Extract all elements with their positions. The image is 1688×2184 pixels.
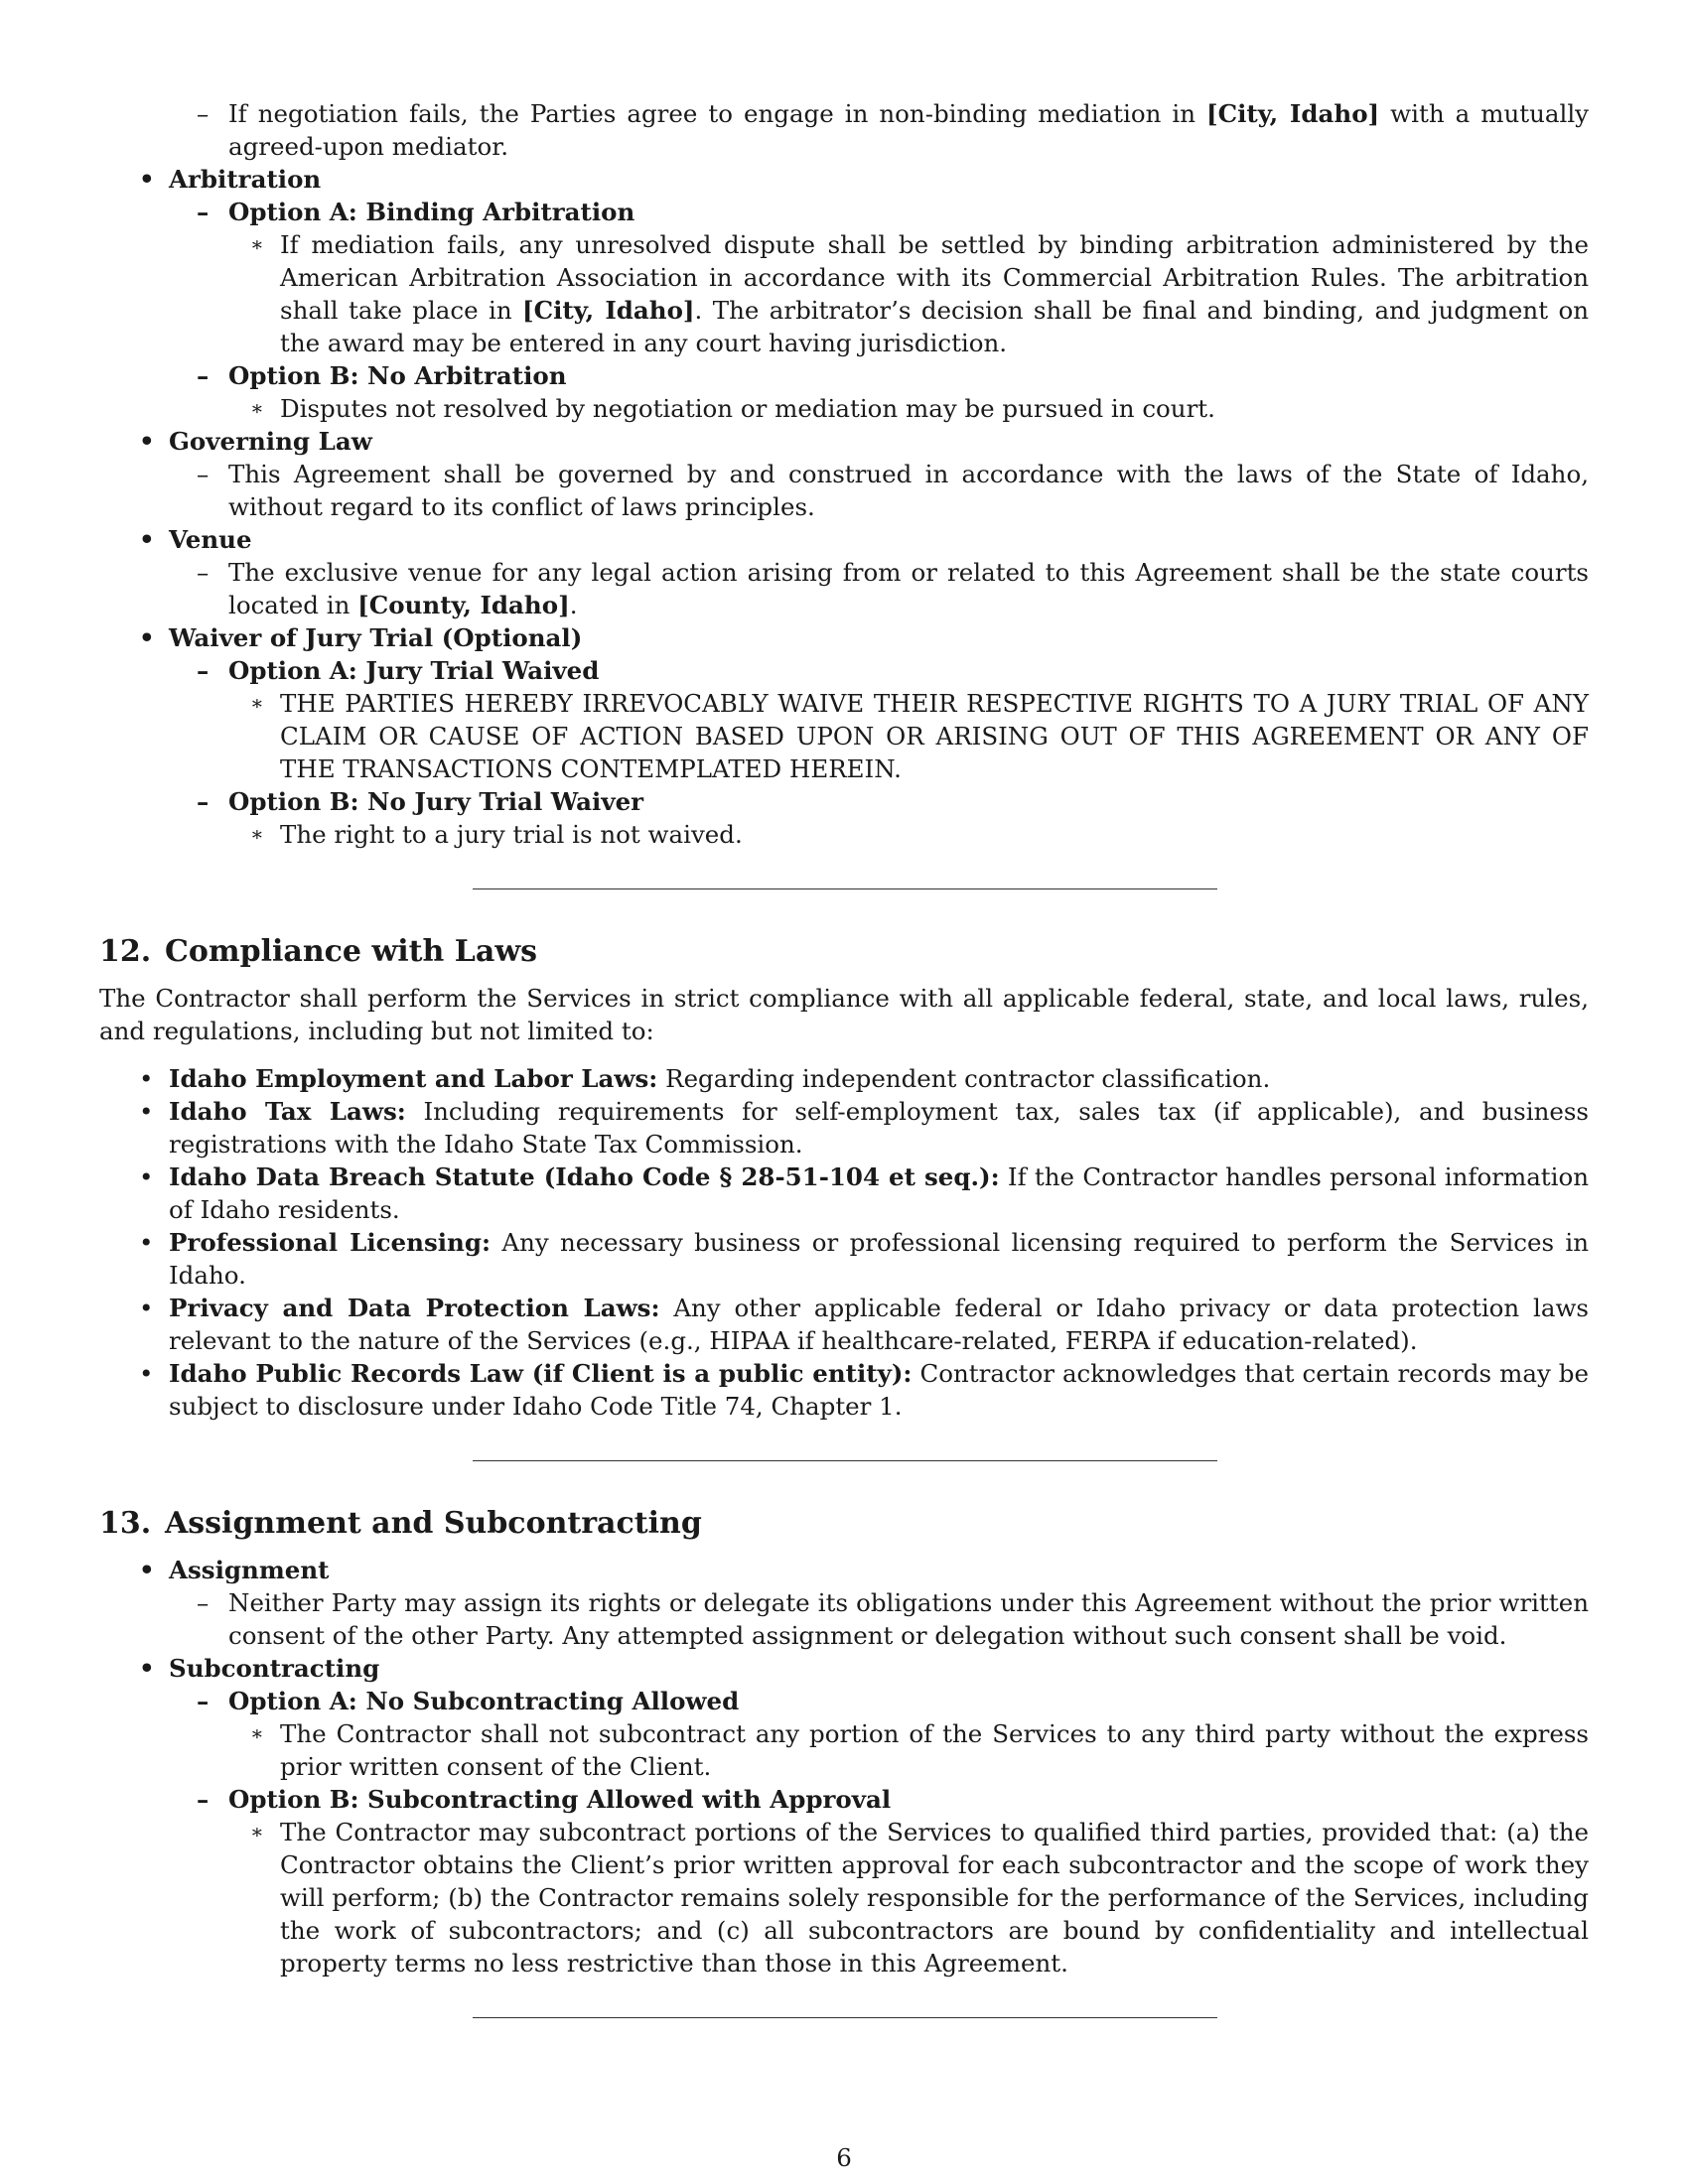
bullet-marker: • (139, 1359, 154, 1388)
venue-heading: • Venue (139, 525, 252, 554)
compliance-list-item (99, 1357, 1589, 1423)
compliance-item-text: If the Contractor handles personal information of Idaho residents. (169, 1162, 1590, 1224)
compliance-item-label: Idaho Employment and Labor Laws: (169, 1064, 658, 1093)
place-placeholder: [County, Idaho] (357, 591, 570, 619)
place-placeholder: [City, Idaho] (522, 296, 695, 325)
asterisk-marker: ∗ (250, 232, 264, 256)
section-12-title: 12. Compliance with Laws (99, 934, 538, 969)
compliance-list-item (99, 1160, 1589, 1226)
arbitration-option-b-text: ∗ Disputes not resolved by negotiation or mediation may be pursued in court. (250, 394, 1215, 423)
governing-law-heading: • Governing Law (139, 427, 372, 456)
compliance-list-item (99, 1095, 1589, 1160)
subcontracting-option-a-text: ∗ The Contractor shall not subcontract any portion of the Services to any third party without the express prior written consent of the Client. (250, 1719, 1589, 1781)
page-number: 6 (836, 2143, 852, 2172)
dash-marker: – (197, 361, 210, 390)
subcontracting-option-b-heading: – Option B: Subcontracting Allowed with Approval (197, 1785, 892, 1814)
asterisk-marker: ∗ (250, 1820, 264, 1843)
bullet-marker: • (139, 1556, 155, 1584)
compliance-item-label: Idaho Data Breach Statute (Idaho Code § 28-51-104 et seq.): (169, 1162, 1000, 1191)
section-divider (473, 2017, 1217, 2018)
document-page (99, 97, 1589, 2018)
jury-option-a-text: ∗ THE PARTIES HEREBY IRREVOCABLY WAIVE THEIR RESPECTIVE RIGHTS TO A JURY TRIAL OF ANY CLAIM OR CAUSE OF ACTION BASED UPON OR ARISING OUT OF THIS AGREEMENT OR ANY OF THE TRANSACTIONS CONTEMPLATED HEREIN. (250, 689, 1589, 783)
bullet-marker: • (139, 1097, 154, 1126)
bullet-marker: • (139, 623, 155, 652)
compliance-item-text: Contractor acknowledges that certain records may be subject to disclosure under Idaho Code Title 74, Chapter 1. (169, 1359, 1589, 1421)
compliance-item-text: Any other applicable federal or Idaho privacy or data protection laws relevant to the nature of the Services (e.g., HIPAA if healthcare-related, FERPA if education-related). (169, 1294, 1589, 1355)
dash-marker: – (197, 558, 210, 587)
section-divider (473, 888, 1217, 889)
arbitration-option-b-heading: – Option B: No Arbitration (197, 361, 567, 390)
arbitration-option-a-heading: – Option A: Binding Arbitration (197, 198, 635, 226)
compliance-item-text: Regarding independent contractor classification. (657, 1064, 1271, 1093)
compliance-list-item (99, 1226, 1589, 1292)
compliance-item-label: Professional Licensing: (169, 1228, 492, 1257)
compliance-list-item (99, 1292, 1589, 1357)
dash-marker: – (197, 460, 210, 488)
compliance-item-text: Any necessary business or professional licensing required to perform the Services in Idaho. (169, 1228, 1589, 1290)
bullet-marker: • (139, 165, 155, 194)
bullet-marker: • (139, 1654, 155, 1683)
bullet-marker: • (139, 427, 155, 456)
bullet-marker: • (139, 1162, 154, 1191)
section-13-body (99, 1554, 1589, 1979)
mediation-clause: – If negotiation fails, the Parties agree to engage in non-binding mediation in [City, Idaho] with a mutually agreed-upon mediator. (197, 99, 1589, 161)
asterisk-marker: ∗ (250, 1721, 264, 1745)
arbitration-heading: • Arbitration (139, 165, 322, 194)
subcontracting-option-a-heading: – Option A: No Subcontracting Allowed (197, 1687, 740, 1715)
compliance-list (99, 1062, 1589, 1423)
arbitration-option-a-text: ∗ If mediation fails, any unresolved dispute shall be settled by binding arbitration administered by the American Arbitration Association in accordance with its Commercial Arbitration Rules. The arbitration shall take place in [City, Idaho]. The arbitrator’s decision shall be final and binding, and judgment on the award may be entered in any court having jurisdiction. (250, 230, 1589, 357)
section-13-title: 13. Assignment and Subcontracting (99, 1506, 702, 1541)
jury-option-a-heading: – Option A: Jury Trial Waived (197, 656, 600, 685)
dash-marker: – (197, 656, 210, 685)
place-placeholder: [City, Idaho] (1206, 99, 1380, 128)
assignment-heading: • Assignment (139, 1556, 330, 1584)
section-12-intro: The Contractor shall perform the Services in strict compliance with all applicable federal, state, and local laws, rules, and regulations, including but not limited to: (99, 984, 1589, 1045)
asterisk-marker: ∗ (250, 396, 264, 420)
compliance-item-label: Idaho Public Records Law (if Client is a public entity): (169, 1359, 913, 1388)
compliance-item-label: Idaho Tax Laws: (169, 1097, 406, 1126)
asterisk-marker: ∗ (250, 691, 264, 715)
section-divider (473, 1460, 1217, 1461)
dash-marker: – (197, 787, 210, 816)
dash-marker: – (197, 1687, 210, 1715)
bullet-marker: • (139, 1228, 154, 1257)
governing-law-text: – This Agreement shall be governed by and construed in accordance with the laws of the State of Idaho, without regard to its conflict of laws principles. (197, 460, 1589, 521)
compliance-item-label: Privacy and Data Protection Laws: (169, 1294, 660, 1322)
dash-marker: – (197, 1785, 210, 1814)
subcontracting-option-b-text: ∗ The Contractor may subcontract portions of the Services to qualified third parties, provided that: (a) the Contractor obtains the Client’s prior written approval for each subcontractor and the scope of work they will perform; (b) the Contractor remains solely responsible for the performance of the Services, including the work of subcontractors; and (c) all subcontractors are bound by confidentiality and intellectual property terms no less restrictive than those in this Agreement. (250, 1818, 1589, 1978)
assignment-text: – Neither Party may assign its rights or delegate its obligations under this Agreement without the prior written consent of the other Party. Any attempted assignment or delegation without such consent shall be void. (197, 1588, 1589, 1650)
subcontracting-heading: • Subcontracting (139, 1654, 380, 1683)
dash-marker: – (197, 1588, 210, 1617)
jury-waiver-heading: • Waiver of Jury Trial (Optional) (139, 623, 583, 652)
jury-option-b-heading: – Option B: No Jury Trial Waiver (197, 787, 644, 816)
bullet-marker: • (139, 1064, 154, 1093)
bullet-marker: • (139, 525, 155, 554)
venue-text: – The exclusive venue for any legal action arising from or related to this Agreement shall be the state courts located in [County, Idaho]. (197, 558, 1589, 619)
compliance-item-text: Including requirements for self-employment tax, sales tax (if applicable), and business registrations with the Idaho State Tax Commission. (169, 1097, 1589, 1159)
compliance-list-item (99, 1062, 1589, 1095)
asterisk-marker: ∗ (250, 822, 264, 846)
jury-option-b-text: ∗ The right to a jury trial is not waived. (250, 820, 743, 849)
dash-marker: – (197, 99, 210, 128)
bullet-marker: • (139, 1294, 154, 1322)
dash-marker: – (197, 198, 210, 226)
